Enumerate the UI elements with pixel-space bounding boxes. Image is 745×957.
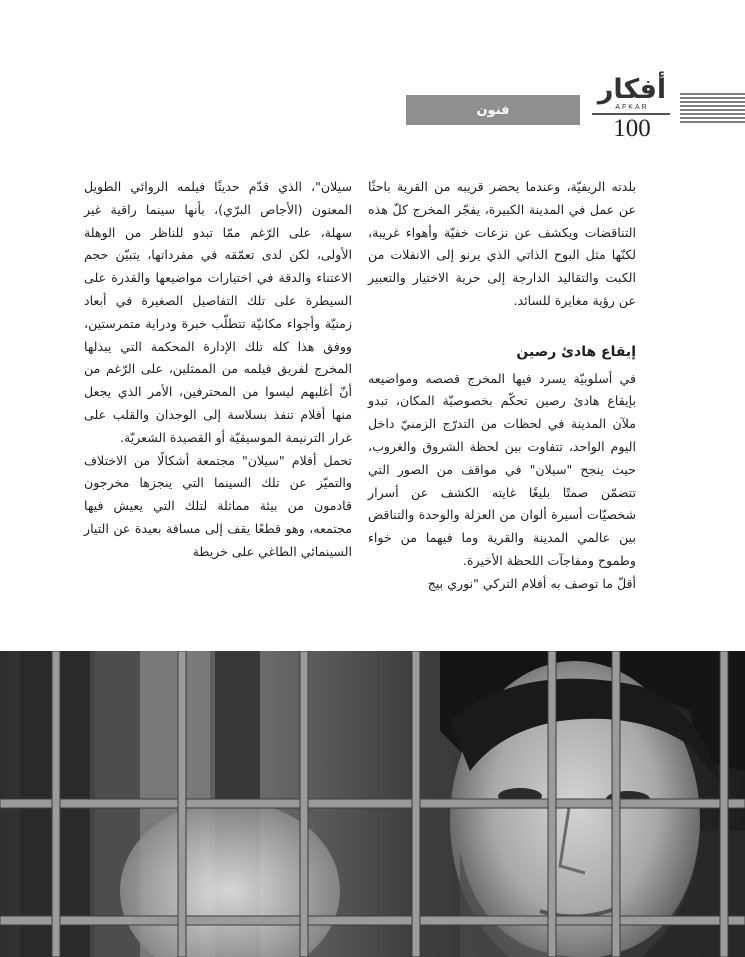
section-label-text: فنون: [476, 102, 510, 118]
page-number: 100: [613, 115, 651, 142]
subheading: إيقاع هادئ رصين: [516, 343, 636, 360]
paragraph: بلدته الريفيّة، وعندما يحضر قريبه من القرية باحثًا عن عمل في المدينة الكبيرة، يفجّر المخرج كلّ هذه التناقضات ويكشف عن نزعات خفيّة وأهواء غريبة، لكنّها مثل البوح الذاتي الذي يرنو إلى الانفلات من الكبت والتقاليد الدارجة إلى حرية الاختيار والتعبير عن رؤية مغايرة للسائد.: [368, 179, 636, 308]
paragraph: في أسلوبيّة يسرد فيها المخرج قصصه ومواضيعه بإيقاع هادئ رصين تحكّم بخصوصيّة المكان، تبدو ملآن المدينة في لحظات من التدرّج الزمنيّ داخل اليوم الواحد، تتفاوت بين لحظة الشروق والغروب، حيث ينجح "سيلان" في مواقف من الصور التي تتضمّن صمتًا بليغًا غايته الكشف عن أسرار شخصيّات أسيرة ألوان من العزلة والوحدة والتناقض بين عالمي المدينة والقرية وما فيهما من خواء وطموح ومفاجآت اللحظة الأخيرة.: [368, 370, 636, 568]
header-stripes: [680, 93, 745, 127]
text-column-right: [368, 176, 636, 596]
section-label: [406, 95, 580, 125]
film-still-photo: [0, 651, 745, 957]
paragraph: أقلّ ما توصف به أفلام التركي "نوري بيج: [427, 575, 636, 591]
logo-latin: AFKAR: [615, 104, 649, 111]
magazine-logo: [596, 76, 668, 114]
text-column-left: [84, 176, 352, 564]
paragraph: تحمل أفلام "سيلان" مجتمعة أشكالًا من الاختلاف والتميّز عن تلك السينما التي ينجزها مخرجون قادمون من بيئة مماثلة لتلك التي يعيش فيها مجتمعه، وهو قطعًا يقف إلى مسافة بعيدة عن التيار السينمائي الطاغي على خريطة: [84, 452, 352, 559]
film-still-illustration: [0, 651, 745, 957]
logo-arabic: أفكار: [597, 74, 667, 105]
paragraph: سيلان"، الذي قدّم حديثًا فيلمه الروائي الطويل المعنون (الأجاص البرّي)، بأنها سينما راقية غير سهلة، على الرّغم ممّا تبدو للناظر من الوهلة الأولى، لكن لدى تعمّقه في مفرداتها، يتبيّن حجم الاعتناء والدقة في اختيارات مواضيعها والقدرة على السيطرة على تلك التفاصيل الصغيرة في أبعاد زمنيّة وأجواء مكانيّة تتطلّب خبرة ودراية متمرستين، ووفق هذا كله تلك الإدارة المحكمة التي يبذلها المخرج لفريق فيلمه من الممثلين، على الرّغم من أنّ أغلبهم ليسوا من المحترفين، الأمر الذي يجعل منها أفلام تنفذ بسلاسة إلى الوجدان والقلب على غرار الترنيمة الموسيقيّة أو القصيدة الشعريّة.: [84, 179, 352, 445]
